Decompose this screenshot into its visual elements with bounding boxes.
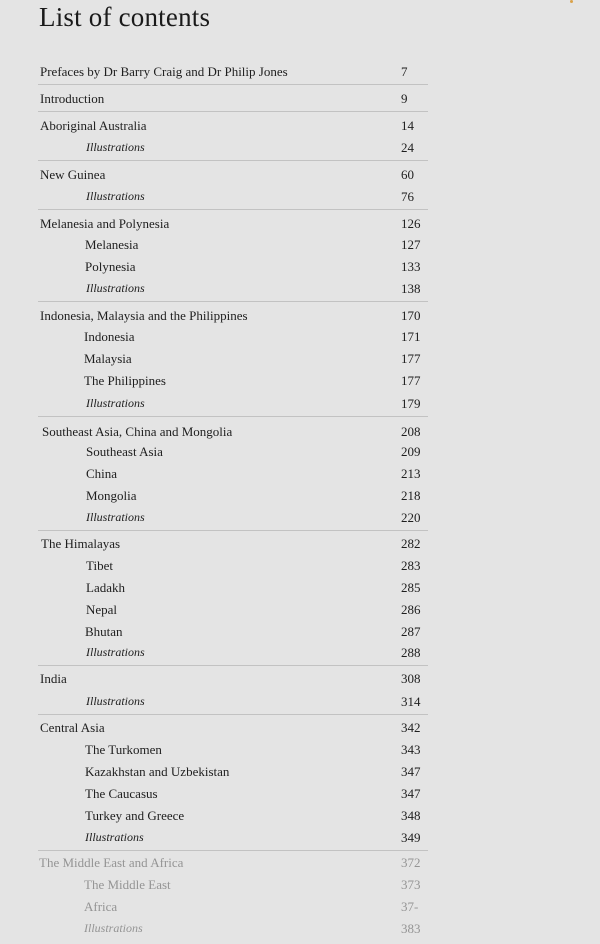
toc-entry-label: Southeast Asia (86, 444, 163, 459)
toc-entry-label: Introduction (40, 91, 105, 106)
toc-entry-label: Kazakhstan and Uzbekistan (85, 764, 230, 779)
toc-entry-page: 347 (401, 764, 421, 779)
toc-entry-label: The Middle East and Africa (39, 855, 184, 870)
toc-subentry (0, 602, 600, 620)
toc-entry-page: 60 (401, 167, 414, 182)
section-divider (38, 160, 428, 161)
toc-subentry-illustrations (0, 830, 600, 848)
toc-entry-page: 343 (401, 742, 421, 757)
toc-entry-page: 347 (401, 786, 421, 801)
toc-entry (0, 536, 600, 554)
toc-subentry (0, 808, 600, 826)
toc-entry-page: 209 (401, 444, 421, 459)
toc-entry-page: 288 (401, 645, 421, 660)
toc-entry-label: Melanesia and Polynesia (40, 216, 170, 231)
toc-subentry (0, 373, 600, 391)
toc-entry-page: 308 (401, 671, 421, 686)
toc-subentry (0, 899, 600, 917)
toc-entry-page: 348 (401, 808, 421, 823)
toc-entry-page: 314 (401, 694, 421, 709)
toc-entry-page: 373 (401, 877, 421, 892)
toc-subentry (0, 558, 600, 576)
toc-entry (0, 216, 600, 234)
toc-entry-label: Southeast Asia, China and Mongolia (42, 424, 233, 439)
toc-entry-page: 383 (401, 921, 421, 936)
toc-entry-label: Illustrations (86, 140, 145, 154)
toc-subentry-illustrations (0, 921, 600, 939)
toc-entry-page: 24 (401, 140, 414, 155)
toc-entry-label: Indonesia, Malaysia and the Philippines (40, 308, 248, 323)
toc-subentry (0, 259, 600, 277)
print-speck (570, 0, 573, 3)
toc-entry-label: The Turkomen (85, 742, 162, 757)
toc-entry-label: Nepal (86, 602, 118, 617)
toc-entry-label: The Middle East (84, 877, 171, 892)
toc-subentry (0, 466, 600, 484)
toc-entry-label: Prefaces by Dr Barry Craig and Dr Philip Jones (40, 64, 288, 79)
page-title: List of contents (39, 2, 211, 32)
toc-subentry (0, 580, 600, 598)
section-divider (38, 416, 428, 417)
toc-entry (0, 424, 600, 442)
toc-subentry (0, 877, 600, 895)
toc-subentry-illustrations (0, 645, 600, 663)
toc-entry-label: Melanesia (85, 237, 139, 252)
toc-entry-label: New Guinea (40, 167, 106, 182)
toc-entry-page: 179 (401, 396, 421, 411)
toc-subentry-illustrations (0, 140, 600, 158)
toc-entry-label: The Philippines (84, 373, 166, 388)
toc-entry-label: Indonesia (84, 329, 135, 344)
toc-entry-label: The Himalayas (41, 536, 121, 551)
toc-entry-page: 285 (401, 580, 421, 595)
toc-entry-label: Ladakh (86, 580, 125, 595)
toc-entry-label: Polynesia (85, 259, 136, 274)
toc-entry (0, 64, 600, 82)
toc-entry-page: 349 (401, 830, 421, 845)
toc-entry-label: Tibet (86, 558, 113, 573)
section-divider (38, 850, 428, 851)
toc-entry-page: 37- (401, 899, 419, 914)
toc-entry-label: Illustrations (86, 189, 145, 203)
toc-entry-page: 218 (401, 488, 421, 503)
toc-entry-page: 208 (401, 424, 421, 439)
toc-entry-page: 177 (401, 351, 421, 366)
toc-entry (0, 167, 600, 185)
toc-subentry-illustrations (0, 189, 600, 207)
toc-subentry-illustrations (0, 694, 600, 712)
toc-entry-page: 14 (401, 118, 414, 133)
toc-entry-page: 286 (401, 602, 421, 617)
toc-entry-label: Illustrations (85, 830, 144, 844)
toc-entry-label: Africa (84, 899, 118, 914)
toc-entry-label: Illustrations (86, 694, 145, 708)
toc-entry-page: 7 (401, 64, 408, 79)
toc-subentry-illustrations (0, 281, 600, 299)
toc-entry (0, 855, 600, 873)
section-divider (38, 301, 428, 302)
toc-entry-page: 282 (401, 536, 421, 551)
toc-entry-page: 76 (401, 189, 414, 204)
toc-subentry (0, 786, 600, 804)
toc-entry-label: Turkey and Greece (85, 808, 185, 823)
toc-subentry (0, 488, 600, 506)
toc-entry-page: 171 (401, 329, 421, 344)
toc-entry-label: Mongolia (86, 488, 137, 503)
toc-entry-page: 283 (401, 558, 421, 573)
toc-entry-label: Illustrations (86, 645, 145, 659)
toc-entry-label: Bhutan (85, 624, 123, 639)
toc-entry (0, 308, 600, 326)
toc-entry-page: 138 (401, 281, 421, 296)
toc-subentry (0, 444, 600, 462)
toc-entry-page: 342 (401, 720, 421, 735)
toc-entry-label: Aboriginal Australia (40, 118, 147, 133)
toc-entry-page: 133 (401, 259, 421, 274)
toc-entry-label: India (40, 671, 67, 686)
toc-subentry-illustrations (0, 396, 600, 414)
toc-entry-label: Illustrations (84, 921, 143, 935)
toc-entry-label: Illustrations (86, 510, 145, 524)
toc-subentry (0, 742, 600, 760)
toc-subentry (0, 764, 600, 782)
toc-subentry (0, 624, 600, 642)
toc-subentry (0, 351, 600, 369)
toc-entry-label: Illustrations (86, 281, 145, 295)
toc-subentry-illustrations (0, 510, 600, 528)
section-divider (38, 530, 428, 531)
toc-entry-page: 9 (401, 91, 408, 106)
section-divider (38, 209, 428, 210)
toc-entry-page: 170 (401, 308, 421, 323)
section-divider (38, 665, 428, 666)
toc-entry-label: The Caucasus (85, 786, 158, 801)
toc-entry-page: 220 (401, 510, 421, 525)
toc-entry (0, 720, 600, 738)
toc-entry-page: 177 (401, 373, 421, 388)
toc-entry (0, 671, 600, 689)
toc-entry-page: 126 (401, 216, 421, 231)
section-divider (38, 111, 428, 112)
toc-subentry (0, 329, 600, 347)
toc-entry-label: Central Asia (40, 720, 105, 735)
toc-entry-page: 127 (401, 237, 421, 252)
toc-subentry (0, 237, 600, 255)
section-divider (38, 84, 428, 85)
section-divider (38, 714, 428, 715)
toc-entry-page: 213 (401, 466, 421, 481)
toc-entry (0, 118, 600, 136)
toc-entry-page: 287 (401, 624, 421, 639)
toc-entry-label: Illustrations (86, 396, 145, 410)
toc-entry-label: Malaysia (84, 351, 132, 366)
toc-entry-page: 372 (401, 855, 421, 870)
toc-entry-label: China (86, 466, 118, 481)
toc-entry (0, 91, 600, 109)
